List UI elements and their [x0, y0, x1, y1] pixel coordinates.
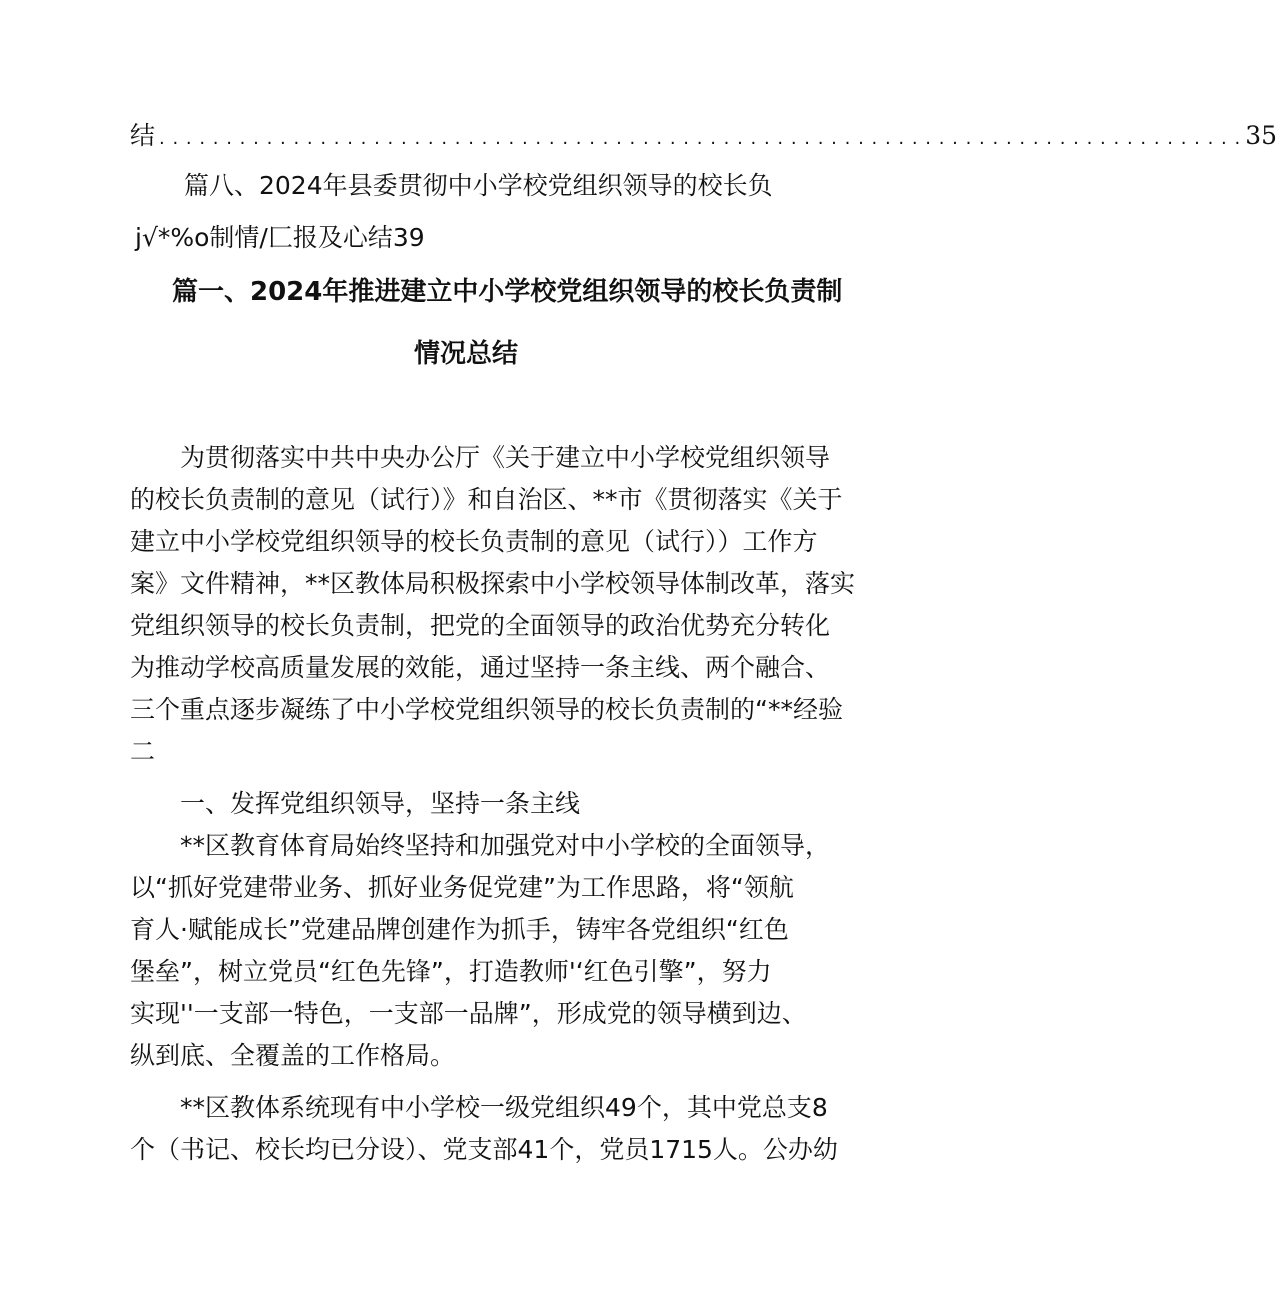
toc-entry-8-line-1: 篇八、2024年县委贯彻中小学校党组织领导的校长负	[184, 171, 773, 200]
section-heading: 一、发挥党组织领导，坚持一条主线	[180, 789, 581, 818]
paragraph-line: 的校长负责制的意见（试行）》和自治区、**市《贯彻落实《关于	[130, 485, 843, 514]
paragraph-line: 实现''一支部一特色，一支部一品牌”，形成党的领导横到边、	[130, 999, 807, 1028]
toc-page-number: 35	[1245, 121, 1277, 150]
article-title-line-1: 篇一、2024年推进建立中小学校党组织领导的校长负责制	[172, 277, 843, 307]
paragraph-line: 堡垒”，树立党员“红色先锋”，打造教师'‘红色引擎”，努力	[130, 957, 772, 986]
paragraph-line: 党组织领导的校长负责制，把党的全面领导的政治优势充分转化	[130, 611, 831, 640]
paragraph-line: 为贯彻落实中共中央办公厅《关于建立中小学校党组织领导	[180, 443, 831, 472]
paragraph-line: 育人·赋能成长”党建品牌创建作为抓手，铸牢各党组织“红色	[130, 915, 789, 944]
paragraph-line: 个（书记、校长均已分设）、党支部41个，党员1715人。公办幼	[130, 1135, 838, 1164]
paragraph-line: 案》文件精神，**区教体局积极探索中小学校领导体制改革，落实	[130, 569, 856, 598]
paragraph-line: 以“抓好党建带业务、抓好业务促党建”为工作思路，将“领航	[130, 873, 794, 902]
toc-row-previous	[130, 118, 1277, 154]
paragraph-line: 纵到底、全覆盖的工作格局。	[130, 1041, 456, 1070]
paragraph-line: 二	[130, 737, 156, 766]
toc-entry-8-line-2: j√*%o制情/匚报及心结39	[135, 223, 425, 252]
paragraph-line: 为推动学校高质量发展的效能，通过坚持一条主线、两个融合、	[130, 653, 831, 682]
article-title-line-2: 情况总结	[414, 339, 519, 369]
toc-entry-tail: 结	[130, 121, 156, 150]
paragraph-line: **区教体系统现有中小学校一级党组织49个，其中党总支8	[180, 1093, 828, 1122]
paragraph-line: **区教育体育局始终坚持和加强党对中小学校的全面领导，	[180, 831, 831, 860]
paragraph-line: 三个重点逐步凝练了中小学校党组织领导的校长负责制的“**经验	[130, 695, 843, 724]
toc-dot-leader: . . . . . . . . . . . . . . . . . . . . . . . . . . . . . . . . . . . . . . . . . . . . . . . . . . . . . . . . . . . . . . . . . . . . . . . . . . . . . . . . .	[159, 128, 1242, 149]
paragraph-line: 建立中小学校党组织领导的校长负责制的意见（试行））工作方	[130, 527, 818, 556]
